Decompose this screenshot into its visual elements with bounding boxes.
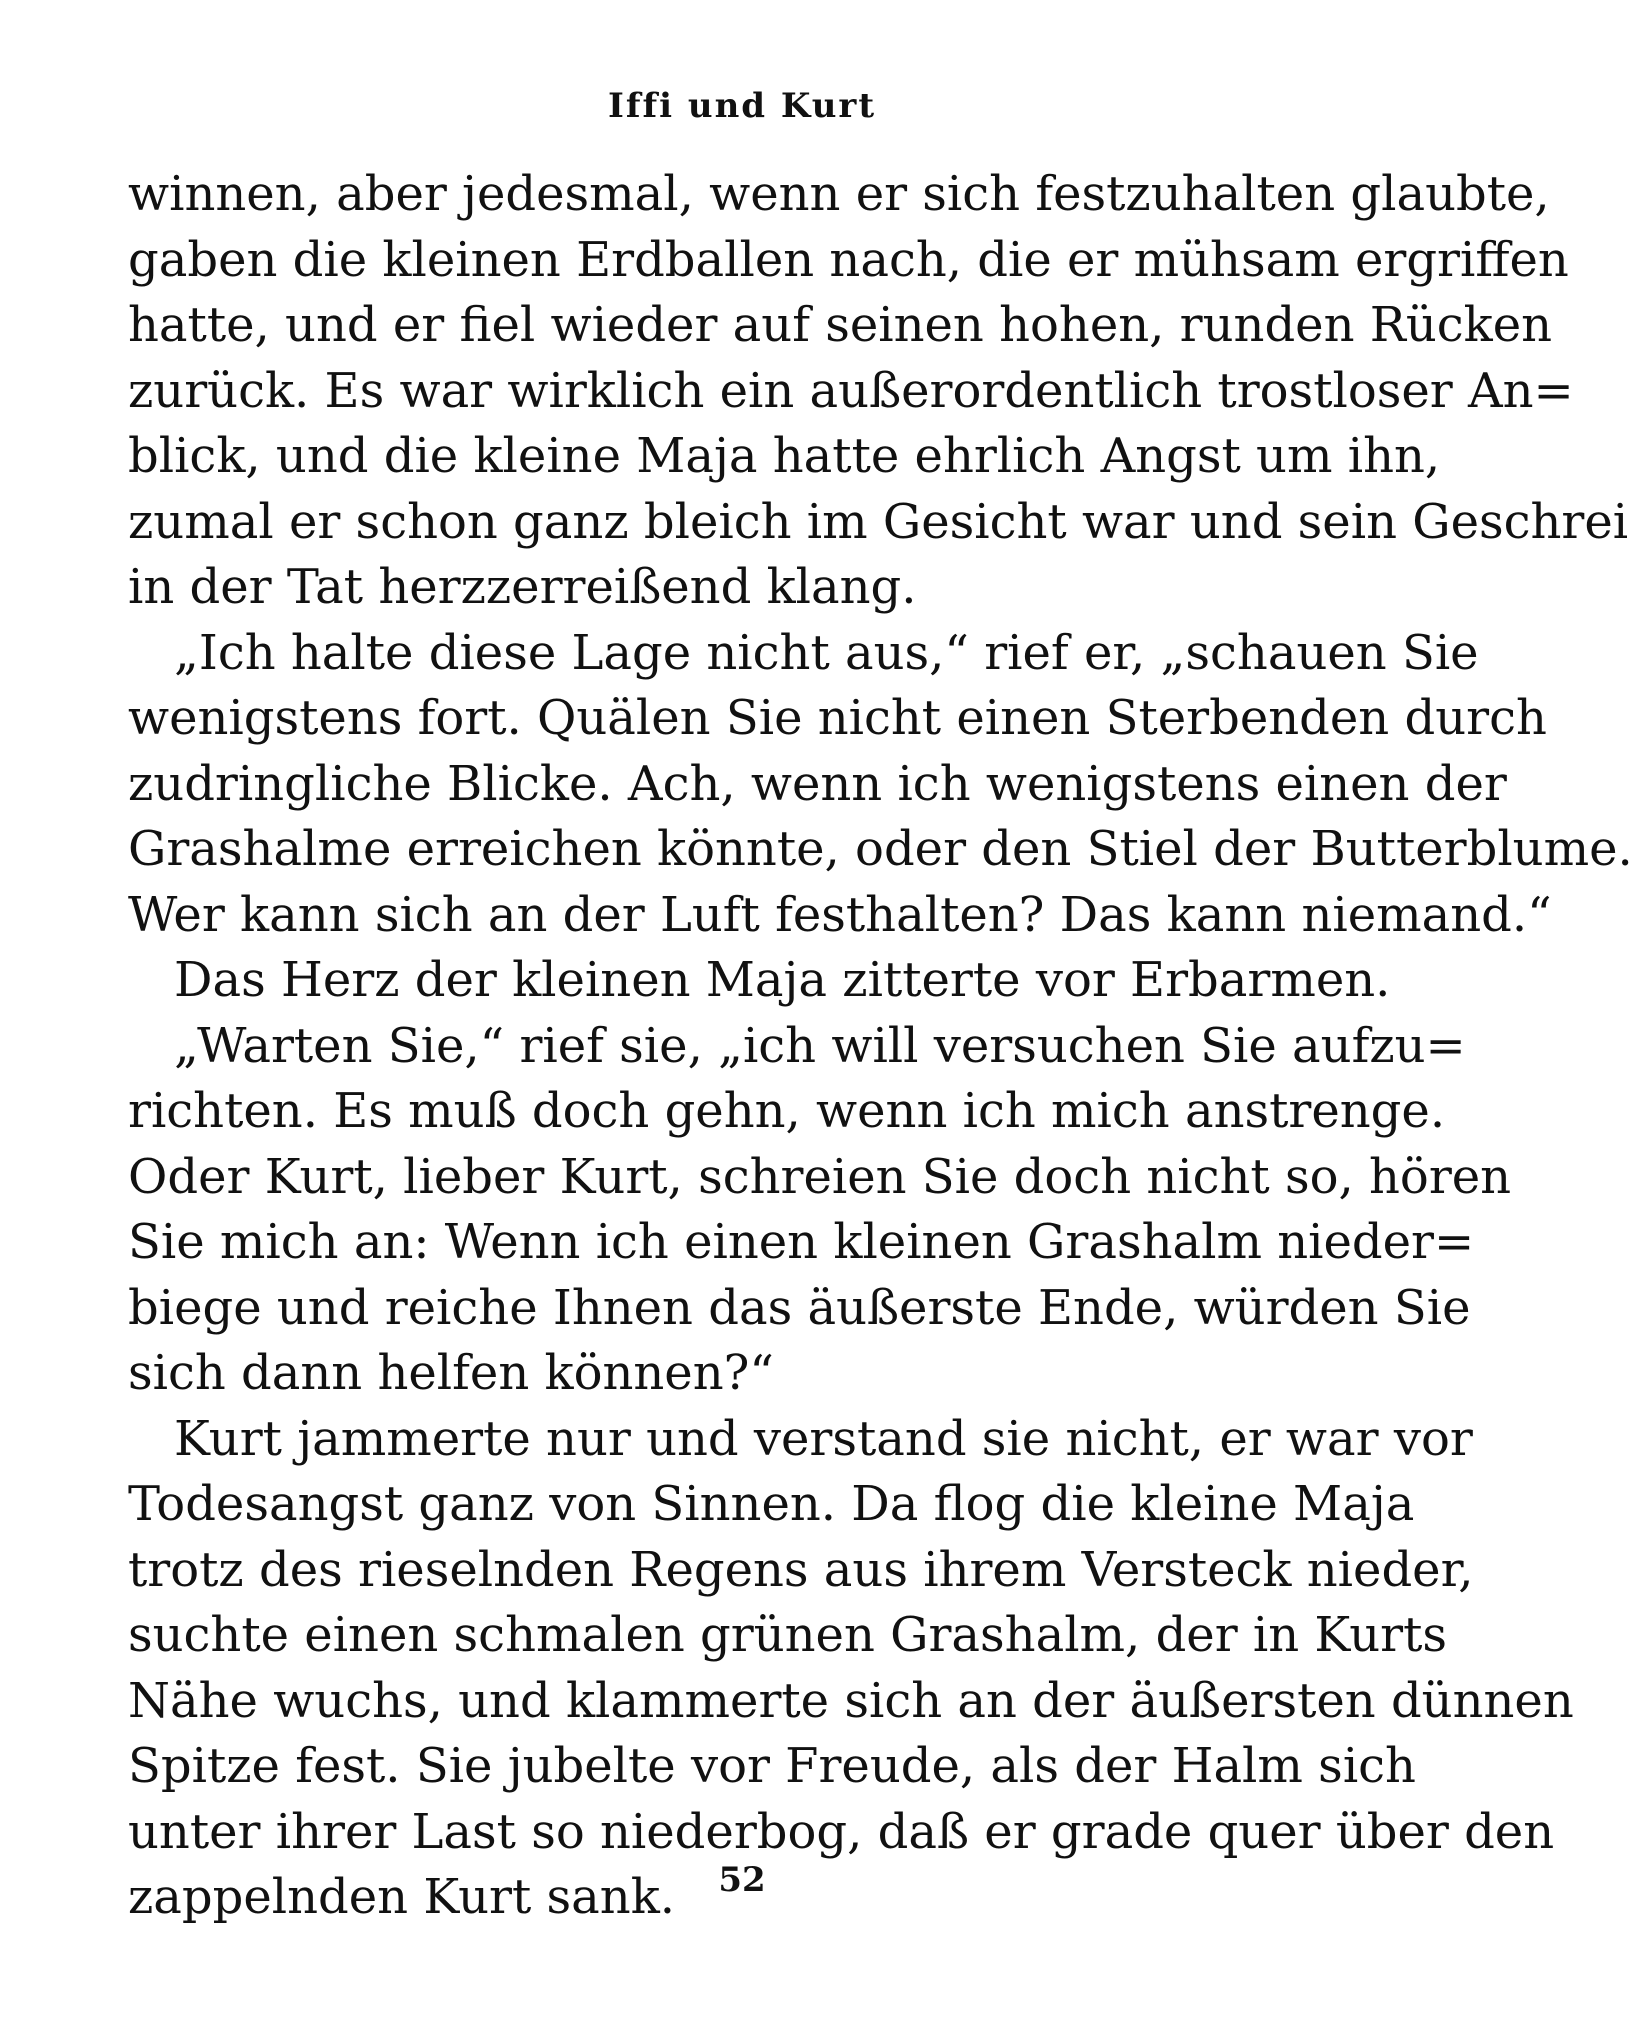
text-line: gaben die kleinen Erdballen nach, die er mühsam ergriffen xyxy=(128,231,1569,288)
text-line: Oder Kurt, lieber Kurt, schreien Sie doch nicht so, hören xyxy=(128,1148,1512,1205)
text-line: Todesangst ganz von Sinnen. Da flog die kleine Maja xyxy=(128,1476,1415,1532)
page-number: 52 xyxy=(718,1860,766,1900)
text-line: suchte einen schmalen grünen Grashalm, der in Kurts xyxy=(128,1607,1448,1663)
text-line: zappelnden Kurt sank. xyxy=(128,1869,676,1925)
text-line: Spitze fest. Sie jubelte vor Freude, als der Halm sich xyxy=(128,1738,1416,1794)
text-line: trotz des rieselnden Regens aus ihrem Versteck nieder, xyxy=(128,1541,1474,1598)
text-line: richten. Es muß doch gehn, wenn ich mich anstrenge. xyxy=(128,1083,1446,1139)
text-line: sich dann helfen können?“ xyxy=(128,1345,774,1401)
text-line: Kurt jammerte nur und verstand sie nicht, er war vor xyxy=(174,1410,1473,1467)
text-line: Wer kann sich an der Luft festhalten? Das kann niemand.“ xyxy=(128,886,1552,943)
text-line: winnen, aber jedesmal, wenn er sich festzuhalten glaubte, xyxy=(128,166,1550,222)
text-line: „Ich halte diese Lage nicht aus,“ rief er, „schauen Sie xyxy=(174,624,1479,681)
text-line: zudringliche Blicke. Ach, wenn ich wenigstens einen der xyxy=(128,755,1507,812)
running-title: Iffi und Kurt xyxy=(607,86,877,126)
text-line: Das Herz der kleinen Maja zitterte vor Erbarmen. xyxy=(174,952,1391,1008)
body-text xyxy=(128,162,1633,1931)
text-line: „Warten Sie,“ rief sie, „ich will versuchen Sie aufzu= xyxy=(174,1017,1466,1074)
text-line: zumal er schon ganz bleich im Gesicht war und sein Geschrei xyxy=(128,493,1629,550)
text-line: Sie mich an: Wenn ich einen kleinen Grashalm nieder= xyxy=(128,1214,1475,1270)
text-line: unter ihrer Last so niederbog, daß er grade quer über den xyxy=(128,1803,1555,1860)
text-line: biege und reiche Ihnen das äußerste Ende, würden Sie xyxy=(128,1279,1471,1336)
text-line: Grashalme erreichen könnte, oder den Stiel der Butterblume. xyxy=(128,821,1633,877)
text-line: zurück. Es war wirklich ein außerordentlich trostloser An= xyxy=(128,362,1574,419)
text-line: Nähe wuchs, und klammerte sich an der äußersten dünnen xyxy=(128,1672,1574,1729)
text-line: blick, und die kleine Maja hatte ehrlich Angst um ihn, xyxy=(128,428,1441,484)
text-line: wenigstens fort. Quälen Sie nicht einen Sterbenden durch xyxy=(128,690,1547,746)
text-line: hatte, und er fiel wieder auf seinen hohen, runden Rücken xyxy=(128,297,1553,353)
text-line: in der Tat herzzerreißend klang. xyxy=(128,559,917,615)
